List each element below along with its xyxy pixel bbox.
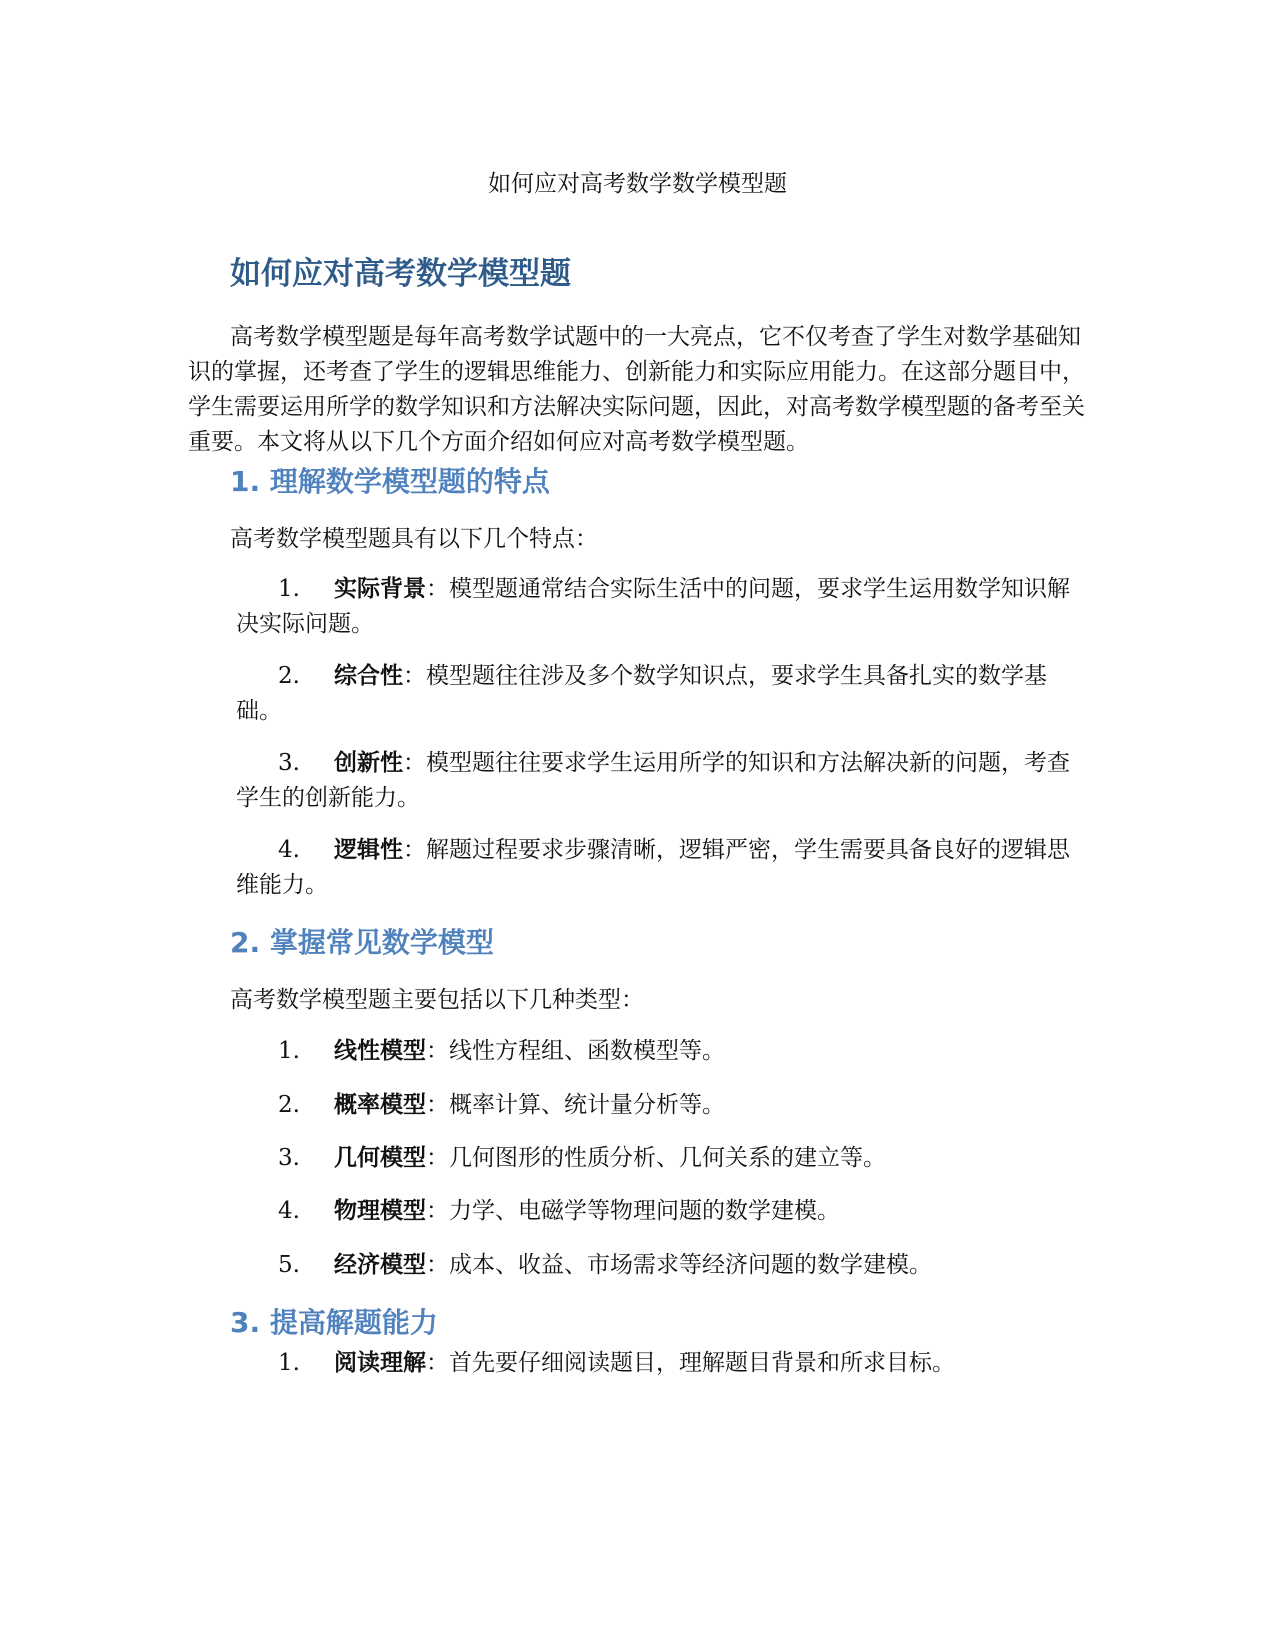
- list-text: ：概率计算、统计量分析等。: [426, 1092, 725, 1118]
- list-item: [236, 746, 1076, 816]
- list-term: 逻辑性: [334, 837, 403, 863]
- list-number: 3.: [278, 750, 300, 776]
- list-number: 1.: [278, 1038, 300, 1064]
- list-text: ：模型题通常结合实际生活中的问题，要求学生运用数学知识解决实际问题。: [236, 576, 1070, 637]
- list-term: 线性模型: [334, 1038, 426, 1064]
- list-item: [236, 1248, 1076, 1283]
- section-2-lead: 高考数学模型题主要包括以下几种类型：: [230, 987, 644, 1013]
- list-number: 3.: [278, 1145, 300, 1171]
- list-term: 概率模型: [334, 1092, 426, 1118]
- list-number: 5.: [278, 1252, 300, 1278]
- list-number: 4.: [278, 1198, 300, 1224]
- list-item: [236, 833, 1076, 903]
- list-number: 1.: [278, 1350, 300, 1376]
- list-text: ：线性方程组、函数模型等。: [426, 1038, 725, 1064]
- list-text: ：力学、电磁学等物理问题的数学建模。: [426, 1198, 840, 1224]
- list-item: [236, 1346, 1076, 1381]
- list-text: ：解题过程要求步骤清晰，逻辑严密，学生需要具备良好的逻辑思维能力。: [236, 837, 1070, 898]
- list-item: [236, 572, 1076, 642]
- section-heading-1: 1. 理解数学模型题的特点: [230, 465, 550, 498]
- page-header: 如何应对高考数学数学模型题: [488, 171, 787, 197]
- list-term: 创新性: [334, 750, 403, 776]
- article-title: 如何应对高考数学模型题: [230, 256, 571, 292]
- list-number: 1.: [278, 576, 300, 602]
- list-term: 经济模型: [334, 1252, 426, 1278]
- list-term: 阅读理解: [334, 1350, 426, 1376]
- list-item: [236, 1194, 1076, 1229]
- list-text: ：几何图形的性质分析、几何关系的建立等。: [426, 1145, 886, 1171]
- list-text: ：首先要仔细阅读题目，理解题目背景和所求目标。: [426, 1350, 955, 1376]
- list-term: 几何模型: [334, 1145, 426, 1171]
- list-number: 2.: [278, 663, 300, 689]
- section-heading-3: 3. 提高解题能力: [230, 1306, 438, 1339]
- list-item: [236, 1141, 1076, 1176]
- list-term: 实际背景: [334, 576, 426, 602]
- list-term: 物理模型: [334, 1198, 426, 1224]
- list-item: [236, 659, 1076, 729]
- list-number: 4.: [278, 837, 300, 863]
- list-text: ：成本、收益、市场需求等经济问题的数学建模。: [426, 1252, 932, 1278]
- list-number: 2.: [278, 1092, 300, 1118]
- list-text: ：模型题往往要求学生运用所学的知识和方法解决新的问题，考查学生的创新能力。: [236, 750, 1070, 811]
- section-1-lead: 高考数学模型题具有以下几个特点：: [230, 526, 598, 552]
- list-text: ：模型题往往涉及多个数学知识点，要求学生具备扎实的数学基础。: [236, 663, 1047, 724]
- list-term: 综合性: [334, 663, 403, 689]
- section-heading-2: 2. 掌握常见数学模型: [230, 926, 494, 959]
- list-item: [236, 1034, 1076, 1069]
- list-item: [236, 1088, 1076, 1123]
- intro-paragraph: 高考数学模型题是每年高考数学试题中的一大亮点，它不仅考查了学生对数学基础知识的掌握，还考查了学生的逻辑思维能力、创新能力和实际应用能力。在这部分题目中，学生需要运用所学的数学知识和方法解决实际问题，因此，对高考数学模型题的备考至关重要。本文将从以下几个方面介绍如何应对高考数学模型题。: [188, 324, 1085, 455]
